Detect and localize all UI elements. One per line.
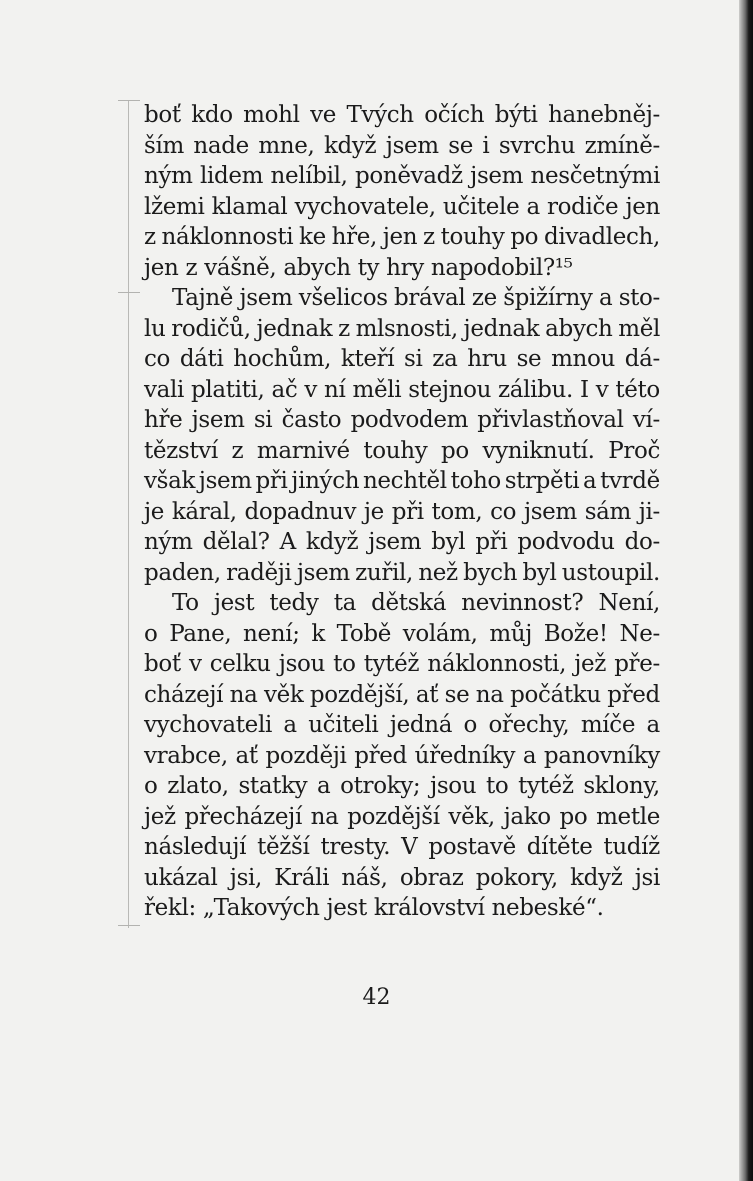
page-number: 42 — [362, 985, 391, 1010]
text-line: o Pane, není; k Tobě volám, můj Bože! Ne- — [144, 620, 660, 647]
text-line: boť v celku jsou to tytéž náklonnosti, jež pře- — [144, 651, 660, 677]
text-line: o zlato, statky a otroky; jsou to tytéž sklony, — [144, 773, 660, 799]
text-line: lu rodičů, jednak z mlsnosti, jednak abych měl — [144, 315, 660, 342]
text-line: cházejí na věk pozdější, ať se na počátku před — [144, 681, 660, 708]
text-line: však jsem při jiných nechtěl toho strpěti a tvrdě — [144, 468, 660, 494]
text-line: Tajně jsem všelicos brával ze špižírny a sto- — [172, 285, 660, 311]
text-line: řekl: „Takových jest království nebeské“. — [144, 895, 604, 921]
text-line: ším nade mne, když jsem se i svrchu zmíně- — [144, 132, 660, 159]
text-line: vrabce, ať později před úředníky a panovníky — [144, 742, 660, 769]
text-line: vychovateli a učiteli jedná o ořechy, míče a — [144, 712, 660, 738]
text-line: paden, raději jsem zuřil, než bych byl ustoupil. — [144, 559, 660, 586]
pencil-margin-tick-top — [118, 100, 140, 101]
text-line: To jest tedy ta dětská nevinnost? Není, — [172, 590, 660, 616]
text-line: vali platiti, ač v ní měli stejnou zálibu. I v této — [144, 376, 660, 403]
text-line: jen z vášně, abych ty hry napodobil?¹⁵ — [144, 254, 573, 281]
text-line: hře jsem si často podvodem přivlastňoval ví- — [144, 407, 660, 433]
text-line: boť kdo mohl ve Tvých očích býti hanebněj- — [144, 102, 660, 128]
pencil-margin-tick-middle — [118, 292, 140, 293]
body-text — [144, 100, 660, 924]
pencil-margin-tick-bottom — [118, 925, 140, 926]
text-line: lžemi klamal vychovatele, učitele a rodiče jen — [144, 193, 660, 220]
text-line: jež přecházejí na pozdější věk, jako po metle — [144, 803, 660, 830]
text-line: následují těžší tresty. V postavě dítěte tudíž — [144, 834, 660, 860]
text-line: ným lidem nelíbil, poněvadž jsem nesčetnými — [144, 163, 660, 189]
pencil-margin-mark — [128, 100, 132, 928]
text-line: z náklonnosti ke hře, jen z touhy po divadlech, — [144, 224, 660, 250]
text-line: je káral, dopadnuv je při tom, co jsem sám ji- — [144, 498, 660, 525]
text-line: ukázal jsi, Králi náš, obraz pokory, když jsi — [144, 864, 660, 891]
text-line: co dáti hochům, kteří si za hru se mnou dá- — [144, 346, 660, 372]
text-line: ným dělal? A když jsem byl při podvodu do- — [144, 529, 660, 555]
text-line: tězství z marnivé touhy po vyniknutí. Proč — [144, 437, 660, 464]
book-binding-edge — [739, 0, 753, 1181]
